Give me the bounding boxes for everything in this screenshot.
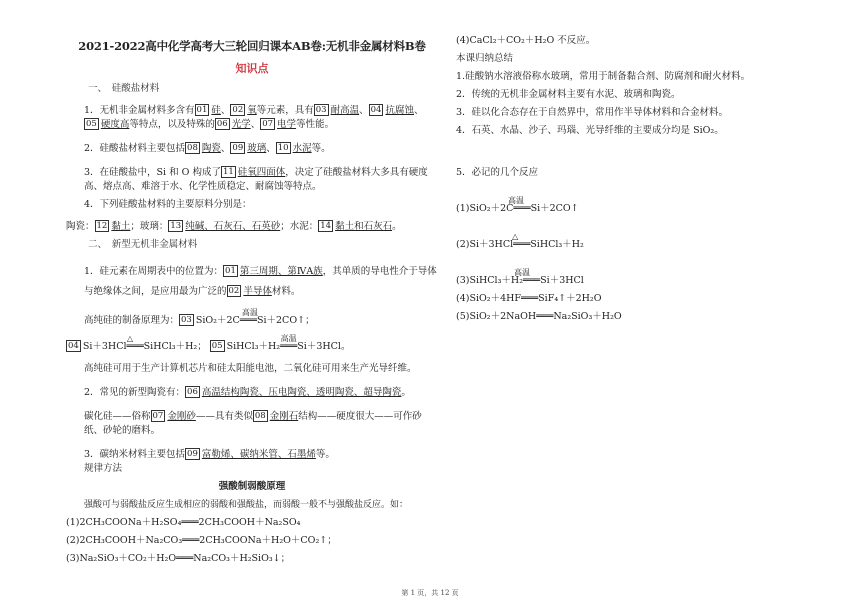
paragraph-4-materials: 陶瓷： 12 黏土；玻璃： 13 纯碱、石灰石、石英砂；水泥： 14 黏土和石灰石。: [66, 221, 402, 232]
blank-number: 12: [96, 221, 108, 231]
blank-number: 09: [232, 143, 244, 153]
reaction-2: △ (2)Si＋3HCl═══SiHCl₃＋H₂: [456, 232, 584, 250]
summary-item-2: 2．传统的无机非金属材料主要有水泥、玻璃和陶瓷。: [456, 89, 681, 100]
paragraph-10: 碳化硅——俗称 07 金刚砂——具有类似 08 金刚石结构——硬度很大——可作砂纸、砂轮的磨料。: [84, 411, 422, 436]
summary-item-4: 4．石英、水晶、沙子、玛瑙、光导纤维的主要成分均是 SiO₂。: [456, 125, 724, 136]
paragraph-6: 高纯硅的制备原理为： 03 高温 SiO₂＋2C═══Si＋2CO↑；: [84, 308, 315, 326]
reaction-5: (5)SiO₂＋2NaOH═══Na₂SiO₃＋H₂O: [456, 311, 622, 322]
blank-number: 01: [225, 266, 236, 276]
blank-number: 05: [86, 119, 97, 129]
blank-number: 09: [187, 449, 198, 459]
equation-1: (1)2CH₃COONa＋H₂SO₄═══2CH₃COOH＋Na₂SO₄: [66, 517, 301, 528]
blank-number: 06: [187, 387, 198, 397]
blank-number: 05: [211, 341, 223, 351]
blank-number: 02: [228, 286, 240, 296]
blank-number: 10: [277, 143, 289, 153]
blank-number: 01: [196, 105, 208, 115]
reaction-1: 高温 (1)SiO₂＋2C═══Si＋2CO↑: [456, 196, 579, 214]
reaction-3: 高温 (3)SiHCl₃＋H₂═══Si＋3HCl: [456, 268, 584, 286]
blank-number: 03: [315, 105, 327, 115]
reaction-4: (4)SiO₂＋4HF═══SiF₄↑＋2H₂O: [456, 293, 602, 304]
paragraph-4: 4．下列硅酸盐材料的主要原料分别是：: [84, 199, 252, 210]
rule-text: 强酸可与弱酸盐反应生成相应的弱酸和强酸盐，而弱酸一般不与强酸盐反应。如：: [84, 500, 409, 510]
paragraph-3: 3．在硅酸盐中，Si 和 O 构成了 11 硅氧四面体，决定了硅酸盐材料大多具有硬度高、熔点高、难溶于水、化学性质稳定、耐腐蚀等特点。: [84, 167, 428, 192]
equation-3: (3)Na₂SiO₃＋CO₂＋H₂O═══Na₂CO₃＋H₂SiO₃↓；: [66, 553, 291, 564]
rule-title: 强酸制弱酸原理: [218, 481, 286, 492]
right-column: [456, 34, 816, 324]
summary-title: 本课归纳总结: [456, 53, 514, 64]
paragraph-9: 2．常见的新型陶瓷有： 06 高温结构陶瓷、压电陶瓷、透明陶瓷、超导陶瓷。: [84, 387, 411, 398]
condition-label: 高温: [280, 334, 297, 343]
condition-label: △: [126, 334, 133, 343]
summary-item-1: 1.硅酸钠水溶液俗称水玻璃，常用于制备黏合剂、防腐剂和耐火材料。: [456, 71, 751, 82]
blank-number: 11: [222, 167, 234, 177]
summary-item-5: 5．必记的几个反应: [456, 167, 539, 178]
paragraph-8: 高纯硅可用于生产计算机芯片和硅太阳能电池，二氧化硅可用来生产光导纤维。: [84, 363, 417, 374]
condition-label: 高温: [241, 308, 258, 317]
section-subtitle: 知识点: [235, 62, 269, 75]
paragraph-1: 1．无机非金属材料多含有 01 硅、 02 氧等元素，具有 03 耐高温、 04 抗腐蚀、05 硬度高等特点，以及特殊的 06 光学、 07 电学等性能。: [84, 105, 424, 130]
blank-number: 08: [254, 411, 266, 421]
section-heading-2: 二、 新型无机非金属材料: [88, 239, 198, 250]
page-footer: 第 1 页，共 12 页: [401, 589, 459, 597]
blank-number: 07: [152, 411, 164, 421]
condition-label: △: [512, 232, 519, 241]
blank-number: 07: [262, 119, 274, 129]
condition-label: 高温: [514, 268, 530, 277]
blank-number: 04: [68, 341, 79, 351]
paragraph-2: 2．硅酸盐材料主要包括 08 陶瓷、 09 玻璃、 10 水泥等。: [84, 143, 331, 154]
blank-number: 02: [232, 105, 244, 115]
paragraph-7: 04 △ Si＋3HCl═══SiHCl₃＋H₂； 05 高温 SiHCl₃＋H₂═══Si＋3HCl。: [68, 334, 351, 352]
condition-label: 高温: [508, 196, 524, 205]
blank-number: 08: [187, 143, 198, 153]
blank-number: 04: [370, 105, 382, 115]
page-title: 2021-2022高中化学高考大三轮回归课本AB卷:无机非金属材料B卷: [78, 39, 426, 53]
section-heading-1: 一、 硅酸盐材料: [88, 83, 160, 94]
equation-4: (4)CaCl₂＋CO₂＋H₂O 不反应。: [456, 35, 596, 46]
rule-heading: 规律方法: [84, 463, 123, 474]
blank-number: 14: [320, 221, 332, 231]
left-column: [66, 28, 438, 566]
blank-number: 13: [170, 221, 182, 231]
blank-number: 03: [181, 315, 192, 325]
summary-item-3: 3．硅以化合态存在于自然界中，常用作半导体材料和合金材料。: [456, 107, 729, 118]
blank-number: 06: [216, 119, 228, 129]
paragraph-5: 1．硅元素在周期表中的位置为： 01 第三周期、第ⅣA族，其单质的导电性介于导体与绝缘体之间，是应用最为广泛的 02 半导体材料。: [84, 266, 437, 297]
equation-2: (2)2CH₃COOH＋Na₂CO₃═══2CH₃COONa＋H₂O＋CO₂↑；: [66, 535, 337, 546]
paragraph-11: 3．碳纳米材料主要包括 09 富勒烯、碳纳米管、石墨烯等。: [84, 449, 335, 460]
